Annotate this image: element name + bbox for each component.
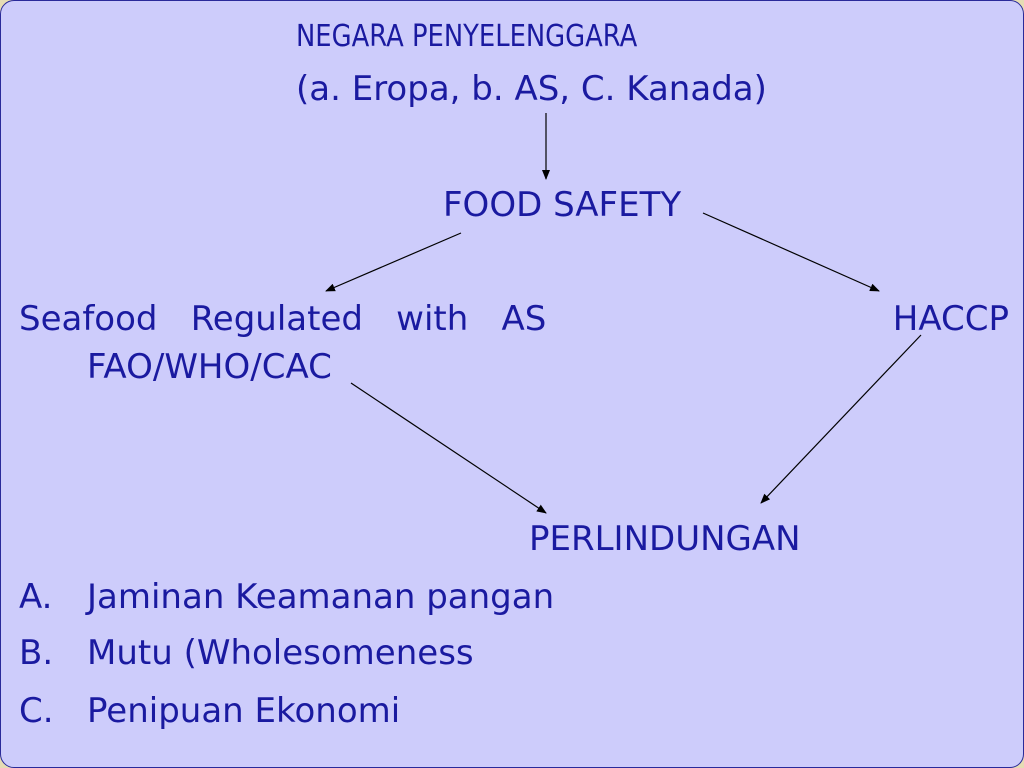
list-marker: B. — [19, 633, 54, 673]
arrow-food-safety-to-haccp — [703, 213, 879, 291]
countries-label: (a. Eropa, b. AS, C. Kanada) — [296, 69, 767, 109]
perlindungan-label: PERLINDUNGAN — [529, 519, 801, 559]
list-text: Jaminan Keamanan pangan — [87, 577, 555, 617]
haccp-label: HACCP — [892, 299, 1009, 339]
list-text: Penipuan Ekonomi — [87, 691, 401, 731]
seafood-word: Seafood — [19, 299, 158, 339]
food-safety-label: FOOD SAFETY — [443, 185, 682, 225]
fao-who-cac-label: FAO/WHO/CAC — [87, 347, 332, 387]
seafood-word: with — [396, 299, 469, 339]
arrow-haccp-to-perlindungan — [761, 335, 921, 503]
list-marker: C. — [19, 691, 54, 731]
seafood-word: Regulated — [190, 299, 363, 339]
arrow-food-safety-to-seafood — [326, 233, 461, 291]
arrow-seafood-to-perlindungan — [351, 383, 546, 513]
seafood-word: AS — [501, 299, 547, 339]
header-title: NEGARA PENYELENGGARA — [296, 19, 638, 54]
list-marker: A. — [19, 577, 53, 617]
arrows-layer — [1, 1, 1023, 767]
list-text: Mutu (Wholesomeness — [87, 633, 474, 673]
